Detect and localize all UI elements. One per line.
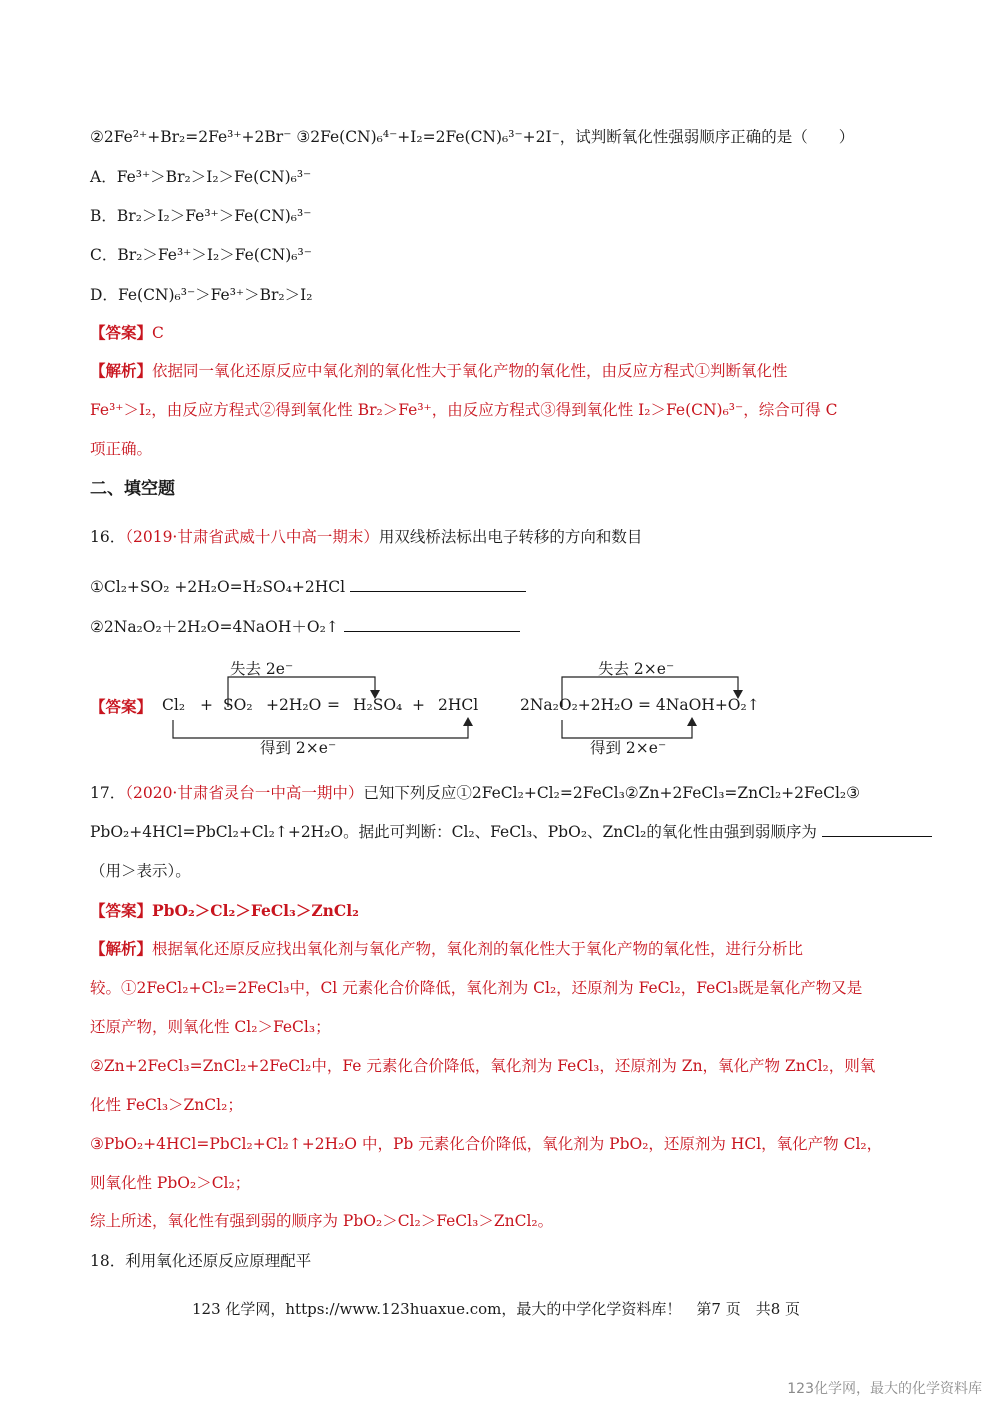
option-letter: D．	[90, 286, 118, 304]
diagram1-term: H₂SO₄	[353, 696, 403, 714]
diagram1-term: +	[412, 696, 425, 714]
q17-stem-line-2	[90, 821, 932, 843]
question-text: 已知下列反应①2FeCl₂+Cl₂=2FeCl₃②Zn+2FeCl₃=ZnCl₂+2FeCl₂③	[363, 784, 861, 802]
q17-stem-line-1	[90, 782, 860, 804]
diagram1-top-label: 失去 2e⁻	[230, 660, 294, 678]
q17-stem-line-3: （用＞表示）。	[90, 862, 191, 880]
q15-option-a	[90, 166, 311, 188]
option-letter: A．	[90, 168, 117, 186]
q16-answer-tag: 【答案】	[90, 697, 153, 716]
q15-analysis-line-2: Fe³⁺＞I₂，由反应方程式②得到氧化性 Br₂＞Fe³⁺，由反应方程式③得到氧化性 I₂＞Fe(CN)₆³⁻，综合可得 C	[90, 401, 838, 419]
arrow-head-icon	[463, 717, 473, 726]
answer-blank[interactable]	[822, 822, 932, 837]
watermark: 123化学网，最大的化学资料库	[787, 1381, 982, 1397]
analysis-tag: 【解析】	[90, 939, 153, 958]
answer-tag: 【答案】	[90, 323, 153, 342]
q18-stem: 18．利用氧化还原反应原理配平	[90, 1252, 312, 1270]
analysis-text: 根据氧化还原反应找出氧化剂与氧化产物，氧化剂的氧化性大于氧化产物的氧化性，进行分析比	[152, 940, 804, 958]
diagram2-bottom-label: 得到 2×e⁻	[590, 739, 667, 757]
section-title: 二、填空题	[90, 479, 175, 499]
q16-equation-2	[90, 616, 520, 638]
q17-analysis-line-8: 综上所述，氧化性有强到弱的顺序为 PbO₂＞Cl₂＞FeCl₃＞ZnCl₂。	[90, 1212, 554, 1230]
q17-analysis-line-7: 则氧化性 PbO₂＞Cl₂；	[90, 1174, 251, 1192]
question-source: （2020·甘肃省灵台一中高一期中）	[125, 784, 364, 802]
diagram2-equation: 2Na₂O₂+2H₂O = 4NaOH+O₂↑	[520, 696, 760, 714]
q15-analysis-line-1	[90, 360, 788, 382]
question-text: 用双线桥法标出电子转移的方向和数目	[378, 528, 643, 546]
q17-analysis-line-6: ③PbO₂+4HCl=PbCl₂+Cl₂↑+2H₂O 中，Pb 元素化合价降低，氧化剂为 PbO₂，还原剂为 HCl，氧化产物 Cl₂，	[90, 1135, 883, 1153]
q17-analysis-line-3: 还原产物，则氧化性 Cl₂＞FeCl₃；	[90, 1018, 331, 1036]
diagram1-bottom-label: 得到 2×e⁻	[260, 739, 337, 757]
answer-tag: 【答案】	[90, 901, 153, 920]
q17-analysis-line-2: 较。①2FeCl₂+Cl₂=2FeCl₃中，Cl 元素化合价降低，氧化剂为 Cl₂，还原剂为 FeCl₂，FeCl₃既是氧化产物又是	[90, 979, 863, 997]
analysis-tag: 【解析】	[90, 361, 153, 380]
question-source: （2019·甘肃省武威十八中高一期末）	[125, 528, 379, 546]
q15-option-d	[90, 284, 312, 306]
question-text: PbO₂+4HCl=PbCl₂+Cl₂↑+2H₂O。据此可判断：Cl₂、FeCl₃、PbO₂、ZnCl₂的氧化性由强到弱顺序为	[90, 823, 817, 841]
diagram1-term: 2HCl	[438, 696, 479, 714]
q15-reaction-line: ②2Fe²⁺+Br₂=2Fe³⁺+2Br⁻ ③2Fe(CN)₆⁴⁻+I₂=2Fe(CN)₆³⁻+2I⁻，试判断氧化性强弱顺序正确的是（ ）	[90, 128, 855, 146]
equation-text: ①Cl₂+SO₂ +2H₂O=H₂SO₄+2HCl	[90, 578, 346, 596]
q17-analysis-line-1	[90, 938, 803, 960]
question-number: 17．	[90, 784, 126, 802]
diagram1-term: +2H₂O	[266, 696, 322, 714]
arrow-head-icon	[687, 717, 697, 726]
diagram1-term: Cl₂	[162, 696, 186, 714]
answer-blank[interactable]	[350, 577, 526, 592]
diagram1-term: +	[200, 696, 213, 714]
option-letter: B．	[90, 207, 117, 225]
q17-analysis-line-4: ②Zn+2FeCl₃=ZnCl₂+2FeCl₂中，Fe 元素化合价降低，氧化剂为 FeCl₃，还原剂为 Zn，氧化产物 ZnCl₂，则氧	[90, 1057, 876, 1075]
option-text: Br₂＞I₂＞Fe³⁺＞Fe(CN)₆³⁻	[116, 207, 312, 225]
question-number: 16．	[90, 528, 126, 546]
page-footer: 123 化学网，https://www.123huaxue.com，最大的中学化学资料库！ 第7 页 共8 页	[191, 1300, 801, 1318]
diagram2-top-label: 失去 2×e⁻	[598, 660, 675, 678]
q16-equation-1	[90, 576, 526, 598]
q17-answer	[90, 900, 359, 922]
option-text: Br₂＞Fe³⁺＞I₂＞Fe(CN)₆³⁻	[117, 246, 312, 264]
equation-text: ②2Na₂O₂＋2H₂O=4NaOH＋O₂↑	[90, 618, 339, 636]
answer-value: PbO₂＞Cl₂＞FeCl₃＞ZnCl₂	[152, 901, 359, 920]
q15-option-b	[90, 205, 311, 227]
diagram1-term: SO₂	[223, 696, 253, 714]
q16-stem	[90, 526, 642, 548]
diagram1-term: =	[327, 696, 340, 714]
q17-analysis-line-5: 化性 FeCl₃＞ZnCl₂；	[90, 1096, 243, 1114]
option-text: Fe(CN)₆³⁻＞Fe³⁺＞Br₂＞I₂	[117, 286, 313, 304]
q15-option-c	[90, 244, 312, 266]
analysis-text: 依据同一氧化还原反应中氧化剂的氧化性大于氧化产物的氧化性，由反应方程式①判断氧化性	[152, 362, 788, 380]
answer-value: C	[152, 324, 164, 342]
answer-blank[interactable]	[344, 617, 520, 632]
q15-answer	[90, 322, 164, 344]
q15-analysis-line-3: 项正确。	[90, 440, 153, 458]
option-letter: C．	[90, 246, 118, 264]
option-text: Fe³⁺＞Br₂＞I₂＞Fe(CN)₆³⁻	[116, 168, 312, 186]
